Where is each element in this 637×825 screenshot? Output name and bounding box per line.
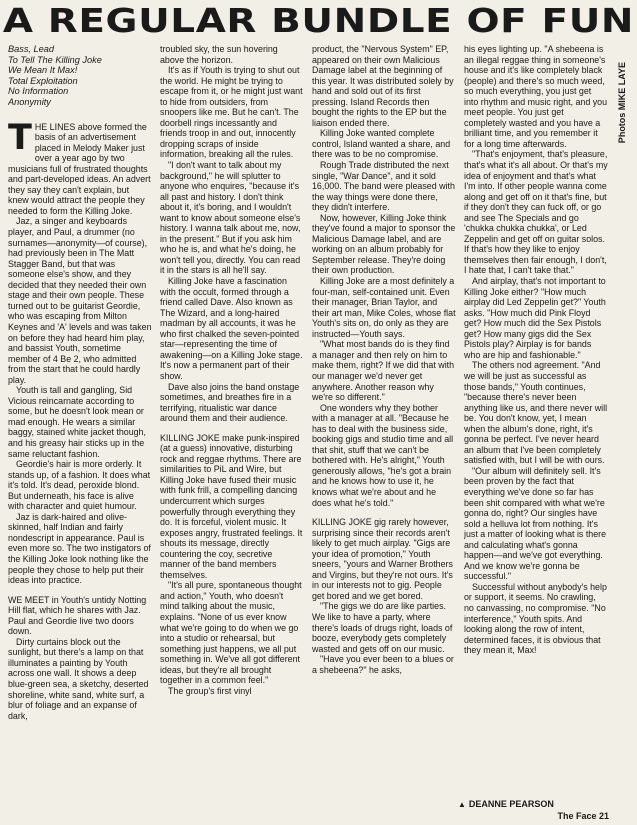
paragraph (312, 403, 456, 508)
paragraph-text: product, the "Nervous System" EP, appeared on their own Malicious Damage label at the beginning of this year. It was distributed solely by hand and sold out of its first pressing. Island Records then bought the rights to the EP but the liaison ended there. (312, 44, 454, 128)
article-column-2 (160, 44, 304, 804)
byline (458, 799, 554, 809)
paragraph (160, 65, 304, 160)
paragraph-text: "Have you ever been to a blues or a shebeena?" he asks, (312, 654, 454, 675)
paragraph (464, 360, 608, 465)
paragraph-text: Now, however, Killing Joke think they've found a major to sponsor the Malicious Damage label, and are working on an album probably for September release. They're doing their own production. (312, 212, 456, 276)
standfirst-line: We Mean It Max! (8, 65, 78, 76)
paragraph-text: Killing Joke are a most definitely a four-man, self-contained unit. Even their manager, Brian Taylor, and their art man, Mike Coles, whose flat Youth's sits on, do only as they are instructed—Youth says. (312, 276, 456, 339)
paragraph-text: Youth is tall and gangling, Sid Vicious reincarnate according to some, but he doesn't look mean or mad enough. He wears a similar baggy, stained white jacket though, and his greasy hair sticks up in the same reluctant fashion. (8, 385, 146, 459)
section-lead-paragraph (8, 595, 152, 637)
paragraph-text: And airplay, that's not important to Killing Joke either? "How much airplay did Led Zeppelin get?" Youth asks. "How much did Pink Floyd get? How much did the Sex Pistols get? How many gigs did the Sex Pistols play? Airplay is for bands who are hip and fashionable." (464, 276, 606, 360)
article-column-4 (464, 44, 608, 804)
headline: A REGULAR BUNDLE OF FUN (2, 1, 635, 40)
paragraph (464, 44, 608, 149)
paragraph (160, 382, 304, 424)
paragraph (160, 160, 304, 276)
page-footer: The Face 21 (557, 811, 609, 821)
article-column-1 (8, 44, 152, 804)
paragraph-text: "It's all pure, spontaneous thought and action," Youth, who doesn't mind talking about the music, explains. "None of us ever know what we're going to do when we go into a studio or rehearsal, but something just happens, we all put something in. We've all got different ideas, but they're all brought together in a common feel." (160, 580, 302, 686)
standfirst-line: Anonymity (8, 96, 51, 107)
standfirst-line: To Tell The Killing Joke (8, 54, 102, 65)
triangle-right-icon: ▲ (458, 800, 466, 809)
paragraph-text: Dave also joins the band onstage sometimes, and breathes fire in a terrifying, ritualistic war dance around them and their audience. (160, 381, 300, 424)
paragraph-text: WE MEET in Youth's untidy Notting Hill flat, which he shares with Jaz. Paul and Geordie live two doors down. (8, 594, 147, 637)
paragraph (8, 637, 152, 721)
standfirst-line: Total Exploitation (8, 75, 78, 86)
drop-cap: T (8, 117, 32, 158)
paragraph-text: his eyes lighting up. "A shebeena is an illegal reggae thing in someone's house and it's like completely black (people) and there's so much weed, so much everything, you just get into rhythm and music right, and you meet people. You just get completely wasted and you have a brilliant time, and you remember it for a long time afterwards. (464, 44, 608, 149)
paragraph (312, 339, 456, 402)
section-lead-paragraph (160, 433, 304, 581)
article-body (8, 44, 608, 804)
paragraph-text: "That's enjoyment, that's pleasure, that's what it's all about. Or that's my idea of enjoyment and that's what I'm into. If other people wanna come along and get off on it that's fine, but if they don't they can fuck off, or go and see The Specials and go 'chukka chukka chukka', or Led Zeppelin and get off on guitar solos. If that's how they like to enjoy themselves then fair enough, I don't, I hate that, I can't take that." (464, 149, 608, 276)
paragraph-text: "The gigs we do are like parties. We like to have a party, where there's loads of drugs right, loads of booze, everybody gets completely wasted and gets off on our music. (312, 601, 453, 654)
paragraph (312, 160, 456, 213)
paragraph (8, 512, 152, 586)
paragraph (160, 686, 304, 697)
paragraph (312, 601, 456, 654)
paragraph (8, 459, 152, 512)
paragraph (8, 385, 152, 459)
paragraph-text: It's as if Youth is trying to shut out the world. He might be trying to escape from it, or he might just want to hide from outsiders, from snoopers like me. But he can't. The doorbell rings incessantly and friends troop in and out, innocently dropping scraps of inside information, breaking all the rules. (160, 65, 303, 160)
standfirst (8, 44, 152, 108)
paragraph (8, 117, 152, 217)
paragraph-text: Successful without anybody's help or support, it seems. No crawling, no canvassing, no compromise. "No interference," Youth spits. And looking along the row of intent, determined faces, it is obvious that they mean it, Max! (464, 581, 607, 656)
paragraph-text: KILLING JOKE make punk-inspired (at a guess) innovative, disturbing rock and reggae rhythms. There are similarities to PiL and Wire, but Killing Joke have fused their music with funk frill, a compelling dancing undercurrent which surges powerfully through everything they do. It is forceful, violent music. It exposes angry, frustrated feelings. It shouts its message, directly countering the coy, secretive manner of the band members themselves. (160, 432, 303, 580)
paragraph (160, 44, 304, 65)
section-lead-paragraph (312, 517, 456, 601)
standfirst-line: Bass, Lead (8, 44, 54, 54)
paragraph (464, 149, 608, 276)
paragraph (160, 276, 304, 381)
paragraph-text: troubled sky, the sun hovering above the horizon. (160, 44, 278, 65)
paragraph-text: Rough Trade distributed the next single, "War Dance", and it sold 16,000. The band were pleased with the way things were done there, they didn't interfere. (312, 160, 455, 213)
photo-credit: Photos MIKE LAYE (617, 62, 627, 144)
paragraph-text: Jaz, a singer and keyboards player, and Paul, a drummer (no surnames—anonymity—of course), had previously been in The Matt Stagger Band, but that was someone else's show, and they decided that they needed their own stage and their own people. These turned out to be guitarist Geordie, who was escaping from Milton Keynes and 'A' levels and was taken on before they had heard him play, and bassist Youth, sometime member of 4 Be 2, who admitted from the start that he could hardly play. (8, 216, 152, 385)
paragraph-text: Dirty curtains block out the sunlight, but there's a lamp on that illuminates a painting by Youth across one wall. It shows a deep blue-green sea, a sketchy, deserted shoreline, white sand, white surf, a blur of foliage and an expanse of dark, (8, 636, 149, 721)
article-column-3 (312, 44, 456, 804)
paragraph-text: Killing Joke have a fascination with the occult, formed through a friend called Dave. Also known as The Wizard, and a long-haired madman by all accounts, it was he who first chalked the seven-pointed star—representing the time of awakening—on a Killing Joke stage. It's now a permanent part of their show. (160, 276, 303, 381)
paragraph (464, 466, 608, 582)
paragraph (312, 276, 456, 339)
paragraph-text: "I don't want to talk about my background," he will splutter to anyone who enquires, "because it's all past and history. I don't think about it, it's boring, and I wouldn't want to know about someone else's history. I wanna talk about me, now, in the present." But if you ask him who he is, and what he's doing, he won't tell you, directly. You can read it in the stars is all he'll say. (160, 160, 301, 276)
paragraph (312, 654, 456, 675)
paragraph-text: Geordie's hair is more orderly. It stands up, of a fashion. It does what it's told. It's dead, peroxide blond. But underneath, his face is alive with character and quiet humour. (8, 459, 151, 512)
paragraph (160, 580, 304, 685)
paragraph-text: "Our album will definitely sell. It's been proven by the fact that everything we've done so far has been shit compared with what we're gonna do, right? Our singles have sold a helluva lot from nothing. It's just a matter of looking what is there and calculating what's gonna happen—and we've got everything. And we know we're gonna be successful." (464, 465, 607, 582)
standfirst-line: No Information (8, 86, 69, 97)
paragraph-text: "What most bands do is they find a manager and then rely on him to make them, right? If we did that with our manager we'd never get anywhere. Another reason why we're so different." (312, 339, 455, 403)
paragraph-text: The group's first vinyl (168, 685, 252, 696)
paragraph (464, 276, 608, 360)
paragraph (312, 128, 456, 160)
paragraph (312, 213, 456, 276)
paragraph (312, 44, 456, 128)
paragraph-text: KILLING JOKE gig rarely however, surprising since their records aren't likely to get much airplay. "Gigs are your idea of promotion," Youth sneers, "yours and Warner Brothers and Virgins, but they're not ours. It's in our interests not to gig. People get bored and we get bored. (312, 517, 453, 601)
paragraph (464, 582, 608, 656)
paragraph-text: Killing Joke wanted complete control, Island wanted a share, and there was to be no compromise. (312, 128, 451, 160)
paragraph-text: Jaz is dark-haired and olive-skinned, half Indian and fairly nondescript in appearance. Paul is even more so. The two instigators of the Killing Joke look nothing like the people they chose to help put their ideas into practice. (8, 511, 151, 586)
paragraph-text: One wonders why they bother with a manager at all. "Because he has to deal with the business side, booking gigs and studio time and all that shit, stuff that we can't be bothered with. He's alright," Youth generously allows, "he's got a brain and he knows how to use it, he knows what we're about and he does what he's told." (312, 402, 454, 508)
paragraph-text: HE LINES above formed the basis of an advertisement placed in Melody Maker just over a year ago by two musicians full of frustrated thoughts and part-developed ideas. An advert they say they can't explain, but knew would attract the people they needed to form the Killing Joke. (8, 121, 151, 216)
paragraph (8, 216, 152, 385)
byline-name: DEANNE PEARSON (468, 799, 554, 809)
paragraph-text: The others nod agreement. "And we will be just as successful as those bands," Youth continues, "because there's never been anything like us, and there never will be. You don't know, yet, I mean when the album's done, right, it's gonna be perfect. I've never heard an album that I've been completely satisfied with, but I will be with ours. (464, 360, 608, 466)
